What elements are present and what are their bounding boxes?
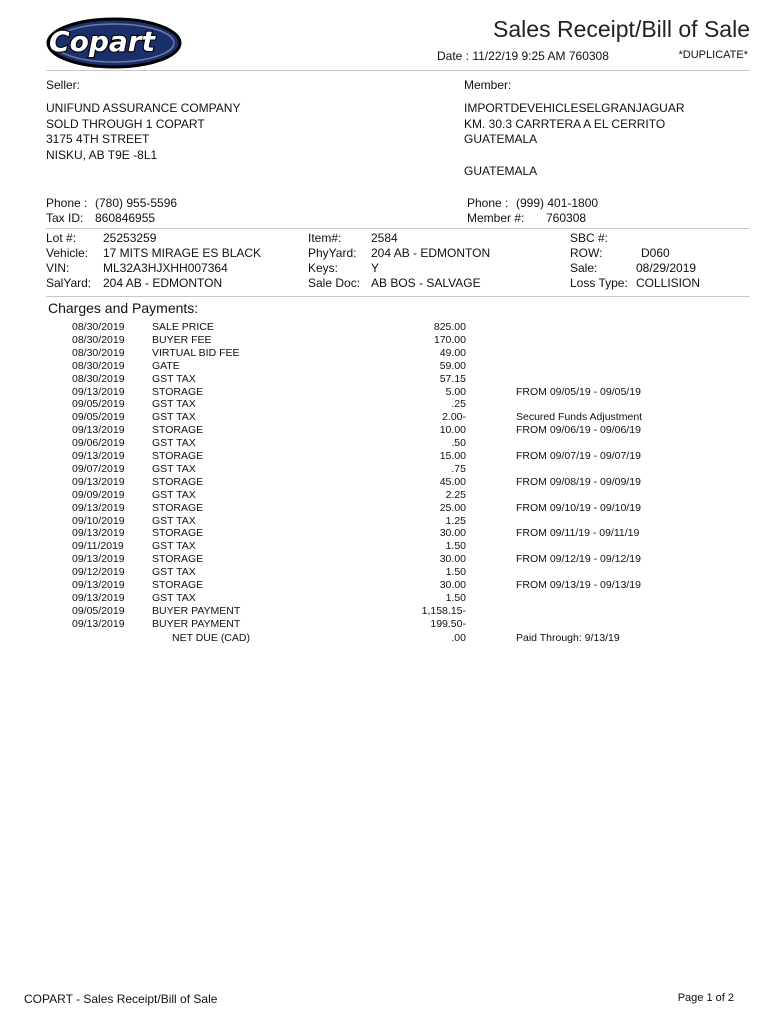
vin: ML32A3HJXHH007364 xyxy=(103,261,228,275)
salyard: 204 AB - EDMONTON xyxy=(103,276,223,290)
charge-date: 08/30/2019 xyxy=(72,346,125,359)
charge-description: GST TAX xyxy=(152,488,196,501)
charge-note: FROM 09/12/19 - 09/12/19 xyxy=(516,553,641,566)
charge-note: Secured Funds Adjustment xyxy=(516,411,643,424)
phyyard: 204 AB - EDMONTON xyxy=(371,246,491,260)
charge-amount: .50 xyxy=(451,437,466,450)
lot-number: 25253259 xyxy=(103,231,157,245)
charge-description: GST TAX xyxy=(152,462,196,475)
charge-date: 09/05/2019 xyxy=(72,604,125,617)
charge-date: 08/30/2019 xyxy=(72,333,125,346)
charge-date: 09/10/2019 xyxy=(72,514,125,527)
row-label: ROW: xyxy=(570,246,603,260)
charge-date: 09/13/2019 xyxy=(72,475,125,488)
charge-date: 09/12/2019 xyxy=(72,566,125,579)
charge-description: STORAGE xyxy=(152,527,204,540)
logo-text: Copart xyxy=(49,25,155,58)
charge-date: 08/30/2019 xyxy=(72,321,125,333)
charge-date: 09/13/2019 xyxy=(72,501,125,514)
charge-date: 09/13/2019 xyxy=(72,579,125,591)
sale-date-label: Sale: xyxy=(570,261,598,275)
page-number: Page 1 of 2 xyxy=(677,992,734,1004)
sale-date: 08/29/2019 xyxy=(636,261,697,275)
charge-row xyxy=(0,502,768,515)
charge-row xyxy=(0,540,768,553)
charge-description: STORAGE xyxy=(152,579,204,591)
divider xyxy=(46,70,750,71)
keys: Y xyxy=(371,261,380,275)
charge-amount: 199.50- xyxy=(430,617,466,630)
charge-date: 09/13/2019 xyxy=(72,385,125,398)
member-line: KM. 30.3 CARRTERA A EL CERRITO xyxy=(464,117,666,131)
charge-amount: 25.00 xyxy=(439,501,466,514)
charge-amount: 1,158.15- xyxy=(421,604,466,617)
charge-date: 09/13/2019 xyxy=(72,527,125,540)
charge-row xyxy=(0,553,768,566)
seller-phone-label: Phone : xyxy=(46,196,88,210)
net-due-amount: .00 xyxy=(451,632,466,644)
charge-description: GST TAX xyxy=(152,591,196,604)
charge-row xyxy=(0,605,768,618)
charge-note: FROM 09/08/19 - 09/09/19 xyxy=(516,475,641,488)
net-due-label: NET DUE (CAD) xyxy=(172,632,250,644)
charge-date: 09/07/2019 xyxy=(72,462,125,475)
charge-amount: 1.50 xyxy=(445,591,466,604)
phyyard-label: PhyYard: xyxy=(308,246,357,260)
charge-description: BUYER PAYMENT xyxy=(152,617,241,630)
charge-note: FROM 09/05/19 - 09/05/19 xyxy=(516,385,641,398)
keys-label: Keys: xyxy=(308,261,339,275)
net-due-row xyxy=(0,632,768,645)
charge-amount: 59.00 xyxy=(439,359,466,372)
charge-note: FROM 09/07/19 - 09/07/19 xyxy=(516,450,641,462)
charge-description: STORAGE xyxy=(152,450,204,462)
charge-date: 09/13/2019 xyxy=(72,424,125,437)
item-number: 2584 xyxy=(371,231,398,245)
member-number-label: Member #: xyxy=(467,211,525,225)
charge-date: 09/13/2019 xyxy=(72,591,125,604)
seller-line: NISKU, AB T9E -8L1 xyxy=(46,148,158,162)
sale-doc-label: Sale Doc: xyxy=(308,276,361,290)
vehicle: 17 MITS MIRAGE ES BLACK xyxy=(103,246,262,260)
charge-description: VIRTUAL BID FEE xyxy=(152,346,240,359)
loss-type-label: Loss Type: xyxy=(570,276,628,290)
charge-date: 09/05/2019 xyxy=(72,411,125,424)
charge-amount: 1.50 xyxy=(445,540,466,553)
charge-description: BUYER PAYMENT xyxy=(152,604,241,617)
charge-note: FROM 09/11/19 - 09/11/19 xyxy=(516,527,640,540)
charge-amount: 825.00 xyxy=(433,321,466,333)
charge-description: GST TAX xyxy=(152,372,196,385)
sbc-label: SBC #: xyxy=(570,231,609,245)
charge-amount: 30.00 xyxy=(439,527,466,540)
charge-row xyxy=(0,566,768,579)
member-line: GUATEMALA xyxy=(464,164,538,178)
charge-amount: 10.00 xyxy=(439,424,466,437)
charge-amount: 2.00- xyxy=(442,411,466,424)
charge-date: 08/30/2019 xyxy=(72,359,125,372)
footer-title: COPART - Sales Receipt/Bill of Sale xyxy=(24,992,218,1006)
vehicle-label: Vehicle: xyxy=(46,246,89,260)
salyard-label: SalYard: xyxy=(46,276,92,290)
charge-date: 09/06/2019 xyxy=(72,437,125,450)
charge-description: STORAGE xyxy=(152,385,204,398)
charge-row xyxy=(0,618,768,631)
seller-label: Seller: xyxy=(46,78,81,92)
charge-amount: 49.00 xyxy=(439,346,466,359)
charge-row xyxy=(0,489,768,502)
charge-note: FROM 09/06/19 - 09/06/19 xyxy=(516,424,641,437)
sale-doc: AB BOS - SALVAGE xyxy=(371,276,481,290)
charge-amount: 30.00 xyxy=(439,579,466,591)
charge-description: GATE xyxy=(152,359,180,372)
charge-date: 09/11/2019 xyxy=(72,540,124,553)
charge-row xyxy=(0,424,768,437)
divider xyxy=(46,228,750,229)
charge-amount: .75 xyxy=(451,462,466,475)
charge-description: GST TAX xyxy=(152,398,196,411)
charge-description: STORAGE xyxy=(152,501,204,514)
charge-date: 09/09/2019 xyxy=(72,488,125,501)
charge-description: GST TAX xyxy=(152,514,196,527)
charge-description: STORAGE xyxy=(152,553,204,566)
loss-type: COLLISION xyxy=(636,276,701,290)
tax-id-label: Tax ID: xyxy=(46,211,84,225)
member-number: 760308 xyxy=(546,211,587,225)
charge-row xyxy=(0,463,768,476)
charge-amount: 15.00 xyxy=(439,450,466,462)
document-title: Sales Receipt/Bill of Sale xyxy=(493,16,750,42)
charge-amount: 170.00 xyxy=(433,333,466,346)
duplicate-badge: *DUPLICATE* xyxy=(678,49,748,61)
copart-logo xyxy=(40,14,182,70)
charge-row xyxy=(0,476,768,489)
charge-date: 09/05/2019 xyxy=(72,398,125,411)
charge-amount: 1.25 xyxy=(445,514,466,527)
date-line: Date : 11/22/19 9:25 AM 760308 xyxy=(437,49,609,63)
vin-label: VIN: xyxy=(46,261,70,275)
seller-line: 3175 4TH STREET xyxy=(46,132,150,146)
charge-amount: .25 xyxy=(451,398,466,411)
item-label: Item#: xyxy=(308,231,342,245)
charges-heading: Charges and Payments: xyxy=(48,300,199,316)
charge-row xyxy=(0,321,768,334)
charge-row xyxy=(0,527,768,540)
charge-date: 09/13/2019 xyxy=(72,553,125,566)
charge-date: 09/13/2019 xyxy=(72,617,125,630)
charge-note: FROM 09/13/19 - 09/13/19 xyxy=(516,579,641,591)
charge-row xyxy=(0,579,768,592)
charge-description: GST TAX xyxy=(152,566,196,579)
charge-note: FROM 09/10/19 - 09/10/19 xyxy=(516,501,641,514)
charge-description: GST TAX xyxy=(152,411,196,424)
charge-row xyxy=(0,373,768,386)
member-phone-label: Phone : xyxy=(467,196,509,210)
charge-amount: 1.50 xyxy=(445,566,466,579)
member-phone: (999) 401-1800 xyxy=(516,196,599,210)
charge-description: STORAGE xyxy=(152,475,204,488)
net-due-note: Paid Through: 9/13/19 xyxy=(516,632,620,644)
seller-line: UNIFUND ASSURANCE COMPANY xyxy=(46,101,241,115)
charge-amount: 57.15 xyxy=(439,372,466,385)
charge-date: 08/30/2019 xyxy=(72,372,125,385)
charge-amount: 2.25 xyxy=(445,488,466,501)
charge-row xyxy=(0,347,768,360)
charge-row xyxy=(0,360,768,373)
charge-row xyxy=(0,592,768,605)
tax-id: 860846955 xyxy=(95,211,156,225)
charge-description: GST TAX xyxy=(152,540,196,553)
charge-amount: 5.00 xyxy=(445,385,466,398)
charge-description: BUYER FEE xyxy=(152,333,212,346)
charge-row xyxy=(0,515,768,528)
seller-phone: (780) 955-5596 xyxy=(95,196,178,210)
charge-row xyxy=(0,386,768,399)
row: D060 xyxy=(641,246,670,260)
charge-amount: 45.00 xyxy=(439,475,466,488)
charge-row xyxy=(0,398,768,411)
member-label: Member: xyxy=(464,78,512,92)
charge-description: STORAGE xyxy=(152,424,204,437)
charge-description: GST TAX xyxy=(152,437,196,450)
charge-date: 09/13/2019 xyxy=(72,450,125,462)
charge-row xyxy=(0,437,768,450)
charge-amount: 30.00 xyxy=(439,553,466,566)
charge-row xyxy=(0,334,768,347)
charge-row xyxy=(0,411,768,424)
charge-description: SALE PRICE xyxy=(152,321,214,333)
divider xyxy=(46,296,750,297)
seller-line: SOLD THROUGH 1 COPART xyxy=(46,117,205,131)
member-line: GUATEMALA xyxy=(464,132,538,146)
member-line: IMPORTDEVEHICLESELGRANJAGUAR xyxy=(464,101,685,115)
lot-label: Lot #: xyxy=(46,231,77,245)
charge-row xyxy=(0,450,768,463)
